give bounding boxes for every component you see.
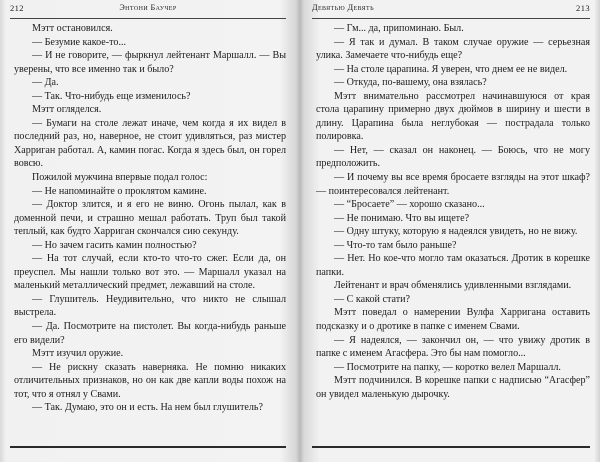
paragraph: — Глушитель. Неудивительно, что никто не слышал выстрела.	[14, 293, 286, 319]
paragraph: — Гм... да, припоминаю. Был.	[334, 23, 464, 34]
paragraph: — Не понимаю. Что вы ищете?	[334, 212, 470, 224]
paragraph: — Не напоминайте о проклятом камине.	[32, 185, 207, 197]
paragraph: — Так. Что-нибудь еще изменилось?	[32, 90, 191, 102]
right-page	[308, 0, 594, 462]
paragraph: — С какой стати?	[334, 293, 410, 305]
right-running-head	[312, 3, 590, 17]
paragraph: — Посмотрите на папку, — коротко велел Маршалл.	[334, 361, 561, 373]
paragraph: — И не говорите, — фыркнул лейтенант Маршалл. — Вы уверены, что все именно так и было?	[14, 50, 286, 75]
paragraph: — Я надеялся, — закончил он, — что увижу дротик в папке с именем Агасфера. Это бы нам помогло...	[316, 334, 590, 360]
left-page-text	[14, 22, 286, 415]
paragraph: — Но зачем гасить камин полностью?	[32, 239, 197, 251]
right-header-rule	[312, 18, 590, 19]
paragraph: — “Бросаете” — хорошо сказано...	[334, 199, 485, 211]
left-page-number: 212	[10, 3, 24, 13]
right-running-title: Девятью Девять	[312, 3, 374, 12]
left-page	[6, 0, 290, 462]
paragraph: Мэтт подчинился. В корешке папки с надписью “Агасфер” он увидел маленькую дырочку.	[316, 375, 590, 400]
paragraph: — Нет. Но кое-что могло там оказаться. Дротик в корешке папки.	[316, 253, 590, 278]
paragraph: — Я так и думал. В таком случае оружие — серьезная улика. Замечаете что-нибудь еще?	[316, 36, 590, 62]
paragraph: — Бумаги на столе лежат иначе, чем когда я их видел в последний раз, но, наверное, не стоит удивляться, раз мистер Харриган работал. А, камин погас. Когда я здесь был, он горел вовсю.	[14, 117, 286, 170]
paragraph: Мэтт огляделся.	[32, 104, 102, 116]
paragraph: — На тот случай, если кто-то что-то сжег. Если да, он преуспел. Мы нашли только вот это. — Маршалл указал на маленький металлический предмет, лежавший на столе.	[14, 253, 286, 292]
paragraph: — Безумие какое-то...	[32, 36, 127, 48]
paragraph: — На столе царапина. Я уверен, что днем ее не видел.	[334, 63, 568, 75]
paragraph: Мэтт остановился.	[32, 23, 113, 34]
left-running-title: Энтони Баучер	[119, 3, 177, 12]
paragraph: Мэтт внимательно рассмотрел начинавшуюся от края стола царапину примерно двух дюймов в ширину и шести в длину. Царапина была неглубокая — пострадала только полировка.	[316, 90, 590, 143]
paragraph: — Откуда, по-вашему, она взялась?	[334, 77, 487, 89]
paragraph: — Да. Посмотрите на пистолет. Вы когда-нибудь раньше его видели?	[14, 321, 286, 346]
right-footer-rule	[312, 446, 590, 448]
right-page-number: 213	[576, 3, 590, 13]
right-page-text	[316, 22, 590, 401]
paragraph: — Что-то там было раньше?	[334, 239, 457, 251]
paragraph: — Нет, — сказал он наконец. — Боюсь, что не могу предположить.	[316, 144, 590, 170]
paragraph: Пожилой мужчина впервые подал голос:	[32, 172, 208, 184]
paragraph: — Да.	[32, 77, 59, 89]
paragraph: Мэтт поведал о намерении Вулфа Харригана оставить подсказку и о дротике в папке с именем Свами.	[316, 307, 590, 333]
paragraph: — Так. Думаю, это он и есть. На нем был глушитель?	[32, 402, 263, 414]
paragraph: Лейтенант и врач обменялись удивленными взглядами.	[334, 280, 572, 292]
paragraph: Мэтт изучил оружие.	[32, 348, 124, 360]
paragraph: — Одну штуку, которую я надеялся увидеть, но не вижу.	[334, 226, 578, 238]
paragraph: — Не рискну сказать наверняка. Не помню никаких отличительных признаков, но он как две капли воды похож на тот, что я отнял у Свами.	[14, 361, 286, 400]
paragraph: — Доктор злится, и я его не виню. Огонь пылал, как в доменной печи, и страшно мешал работать. Труп был такой теплый, как будто Харриган скончался сию секунду.	[14, 199, 286, 238]
paragraph: — И почему вы все время бросаете взгляды на этот шкаф? — поинтересовался лейтенант.	[316, 172, 590, 197]
left-header-rule	[10, 18, 286, 19]
left-running-head	[10, 3, 286, 17]
left-footer-rule	[10, 446, 286, 448]
